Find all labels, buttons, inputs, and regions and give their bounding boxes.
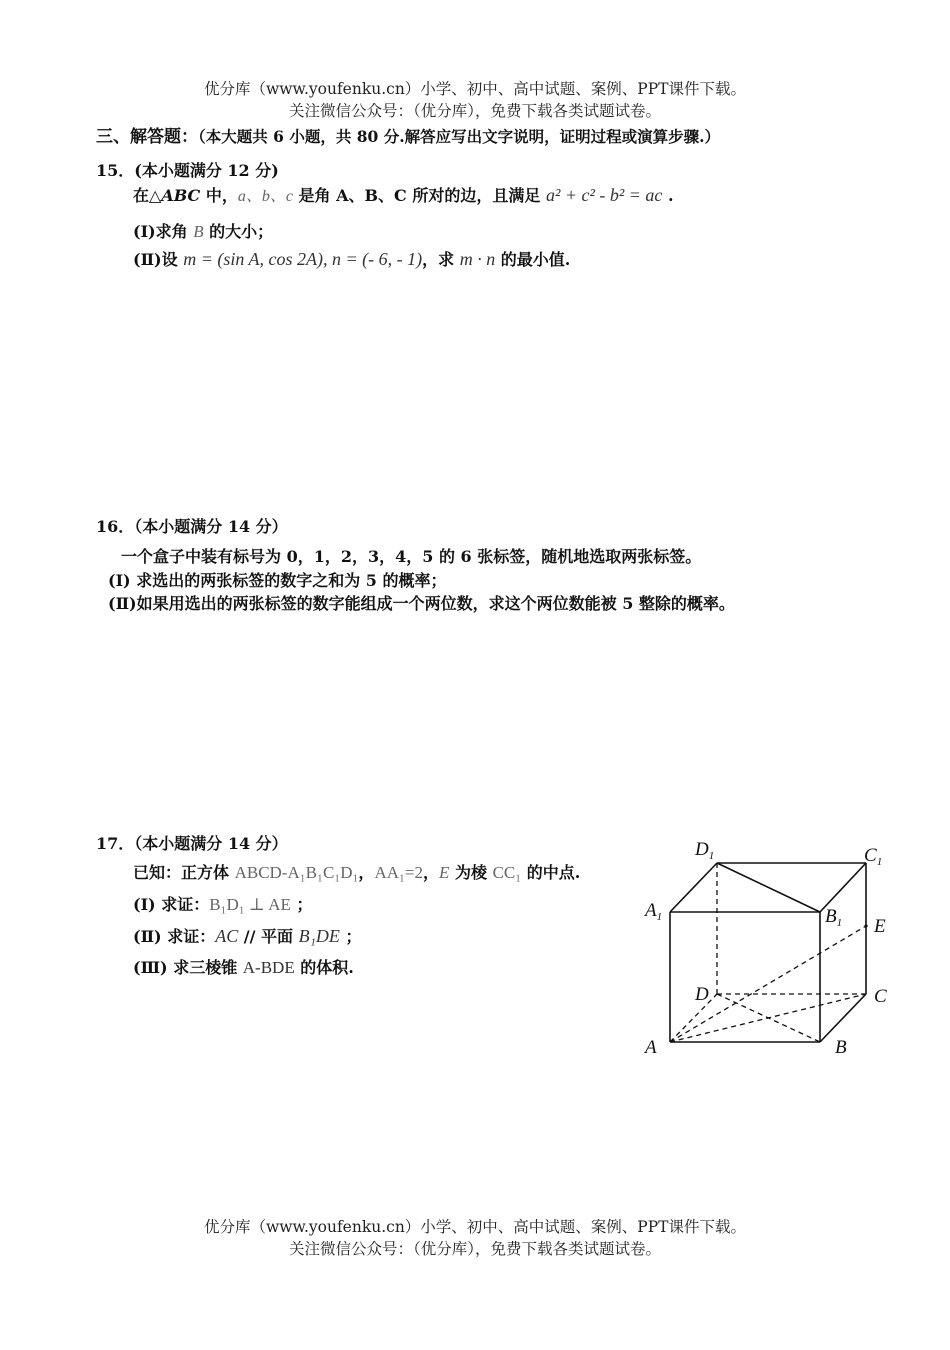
q17-cube-name: ABCD-A₁B₁C₁D₁ [234, 863, 359, 882]
q15-text-d: . [662, 186, 674, 205]
q16-heading: 16．（本小题满分 14 分） [96, 517, 288, 536]
diag-d-b [717, 994, 820, 1042]
q17-edge-cc1: CC₁ [492, 863, 522, 882]
q17-part-2 [133, 924, 361, 947]
q16-part-1: (Ⅰ) 求选出的两张标签的数字之和为 5 的概率； [108, 571, 447, 590]
label-e: E [874, 916, 886, 937]
q15-p2-pre: (Ⅱ)设 [133, 250, 184, 269]
edge-b1-c1 [820, 863, 866, 912]
q15-sides: a、b、c [237, 188, 293, 205]
diag-d1-b1 [717, 863, 820, 912]
section-title: 三、解答题： [96, 127, 198, 147]
q17-p1-pre: (Ⅰ) 求证： [133, 895, 210, 914]
q17-statement [133, 860, 580, 883]
q15-triangle-name: ABC [161, 186, 201, 205]
q17-p3-pre: (Ⅲ) 求三棱锥 [133, 958, 243, 977]
label-a1: $A_1$ [645, 900, 663, 923]
edge-a1-d1 [670, 863, 717, 912]
q16-part-2: (Ⅱ)如果用选出的两张标签的数字能组成一个两位数，求这个两位数能被 5 整除的概率。 [108, 594, 735, 613]
q15-heading: 15．(本小题满分 12 分) [96, 161, 279, 180]
q17-p3-post: 的体积. [294, 958, 354, 977]
cube-solid-edges [670, 863, 866, 1042]
header-line-2: 关注微信公众号：（优分库），免费下载各类试题试卷。 [288, 102, 661, 120]
q17-p2-pre: (Ⅱ) 求证： [133, 927, 216, 946]
q15-p1-pre: (Ⅰ)求角 [133, 222, 194, 241]
edge-b-c [820, 994, 866, 1042]
q17-edge-length: AA₁=2 [374, 863, 424, 882]
q17-p2-plane: B₁DE [298, 926, 340, 946]
q15-p1-post: 的大小； [203, 222, 274, 241]
q17-text-c: 的中点. [521, 863, 581, 882]
point-e-marker [864, 924, 867, 927]
q15-p1-var: B [193, 222, 204, 241]
q17-part-1 [133, 892, 312, 915]
q17-p1-end: ； [290, 895, 313, 914]
q17-part-3 [133, 955, 354, 978]
q15-p2-dot: m · n [459, 249, 496, 269]
q17-p2-end: ； [339, 927, 362, 946]
q17-p3-tetra: A-BDE [242, 958, 295, 977]
cube-figure [630, 830, 900, 1070]
q17-p1-eq: B₁D₁ ⊥ AE [209, 895, 291, 914]
q16-statement: 一个盒子中装有标号为 0，1，2，3，4，5 的 6 张标签，随机地选取两张标签。 [121, 547, 702, 566]
footer-line-1: 优分库（www.youfenku.cn）小学、初中、高中试题、案例、PPT课件下载。 [203, 1218, 747, 1236]
q15-part-1 [133, 219, 273, 242]
label-b: B [835, 1037, 847, 1058]
q15-p2-mid: ，求 [422, 250, 460, 269]
q17-comma-2: ， [423, 863, 440, 882]
q15-text-c: 是角 A、B、C 所对的边，且满足 [292, 186, 546, 205]
cube-hidden-edges [670, 863, 866, 1042]
q17-heading: 17．（本小题满分 14 分） [96, 834, 288, 853]
q15-text-b: 中， [200, 186, 238, 205]
label-c1: $C_1$ [864, 845, 883, 868]
q17-p2-ac: AC [215, 926, 239, 946]
label-c: C [874, 986, 887, 1007]
q17-text-b: 为棱 [449, 863, 493, 882]
label-d1: $D_1$ [695, 839, 715, 862]
q17-p2-parallel: // 平面 [238, 927, 299, 946]
q15-part-2 [133, 247, 570, 270]
q15-text-a: 在△ [133, 186, 162, 205]
q17-text-a: 已知：正方体 [133, 863, 235, 882]
q15-statement [133, 183, 674, 206]
section-desc: （本大题共 6 小题，共 80 分.解答应写出文字说明，证明过程或演算步骤.） [198, 127, 720, 146]
header-line-1: 优分库（www.youfenku.cn）小学、初中、高中试题、案例、PPT课件下载。 [203, 80, 747, 98]
label-a: A [645, 1037, 657, 1058]
q15-equation: a² + c² - b² = ac [545, 185, 663, 205]
label-d: D [695, 984, 709, 1005]
section-heading [96, 122, 720, 147]
q17-comma-1: ， [358, 863, 375, 882]
q15-p2-post: 的最小值. [495, 250, 571, 269]
footer-line-2: 关注微信公众号：（优分库），免费下载各类试题试卷。 [288, 1240, 661, 1258]
label-b1: $B_1$ [825, 906, 843, 929]
q17-point-e: E [439, 863, 450, 882]
q15-p2-vectors: m = (sin A, cos 2A), n = (- 6, - 1) [183, 249, 423, 269]
